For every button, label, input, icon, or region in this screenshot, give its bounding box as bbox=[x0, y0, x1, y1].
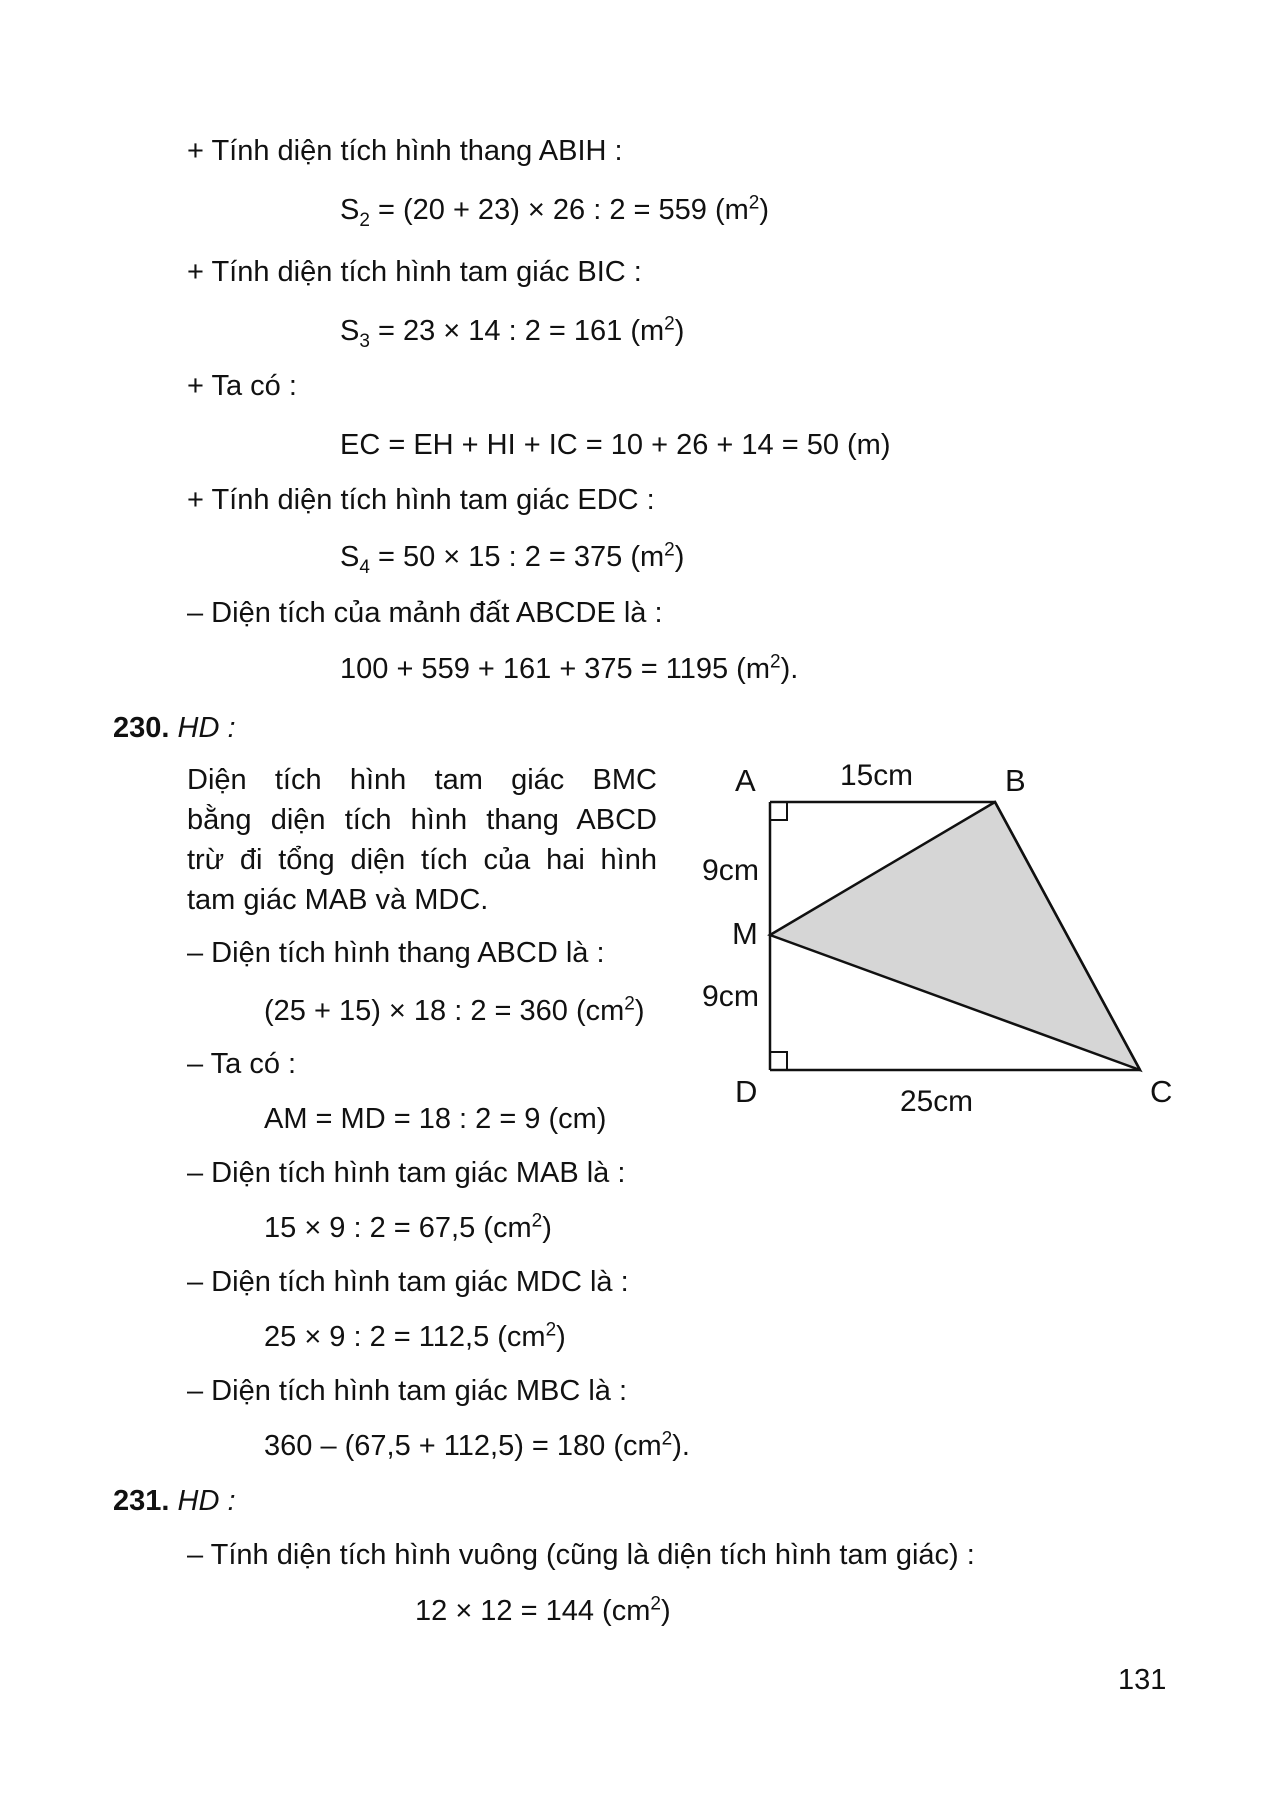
intro-line: bằng diện tích hình thang ABCD bbox=[187, 804, 657, 836]
formula-ec: EC = EH + HI + IC = 10 + 26 + 14 = 50 (m) bbox=[340, 429, 891, 461]
label-m: M bbox=[732, 916, 758, 951]
formula-mbc: 360 – (67,5 + 112,5) = 180 $(cm^2)$. bbox=[264, 1428, 690, 1462]
intro-line: trừ đi tổng diện tích của hai hình bbox=[187, 844, 657, 876]
length-am: 9cm bbox=[702, 854, 759, 887]
step-square-heading: – Tính diện tích hình vuông (cũng là diện tích hình tam giác) : bbox=[187, 1539, 975, 1571]
formula-total: 100 + 559 + 161 + 375 = 1195 $(m^2)$. bbox=[340, 651, 799, 685]
triangle-bmc-shaded bbox=[770, 802, 1140, 1070]
step-mbc-heading: – Diện tích hình tam giác MBC là : bbox=[187, 1375, 628, 1407]
formula-s4: $S_4 = 50 \times 15$ : 2 = 375 $(m^2)$ bbox=[340, 539, 685, 578]
label-a: A bbox=[735, 763, 756, 798]
formula-am-md: AM = MD = 18 : 2 = 9 (cm) bbox=[264, 1103, 607, 1135]
intro-line: Diện tích hình tam giác BMC bbox=[187, 764, 657, 796]
step-abih-heading: + Tính diện tích hình thang ABIH : bbox=[187, 135, 623, 167]
formula-abcd: (25 + 15) × 18 : 2 = 360 $(cm^2)$ bbox=[264, 993, 645, 1027]
right-angle-mark-a bbox=[770, 802, 787, 820]
formula-mab: 15 × 9 : 2 = 67,5 $(cm^2)$ bbox=[264, 1210, 552, 1244]
trapezoid-figure bbox=[690, 750, 1190, 1130]
length-md: 9cm bbox=[702, 980, 759, 1013]
step-edc-heading: + Tính diện tích hình tam giác EDC : bbox=[187, 484, 655, 516]
length-ab: 15cm bbox=[840, 759, 913, 792]
step-mdc-heading: – Diện tích hình tam giác MDC là : bbox=[187, 1266, 629, 1298]
step-mab-heading: – Diện tích hình tam giác MAB là : bbox=[187, 1157, 626, 1189]
label-d: D bbox=[735, 1074, 758, 1109]
intro-line: tam giác MAB và MDC. bbox=[187, 884, 489, 916]
label-c: C bbox=[1150, 1074, 1173, 1109]
formula-s2: $S_2 = (20 + 23) \times 26$ : 2 = 559 $(m^2)$ bbox=[340, 192, 770, 231]
step-taco: + Ta có : bbox=[187, 370, 297, 402]
right-angle-mark-d bbox=[770, 1052, 787, 1070]
formula-s3: $S_3 = 23 \times 14$ : 2 = 161 $(m^2)$ bbox=[340, 313, 685, 352]
step-abcd-heading: – Diện tích hình thang ABCD là : bbox=[187, 937, 605, 969]
page-number: 131 bbox=[1118, 1664, 1167, 1696]
formula-square: 12 × 12 = 144 $(cm^2)$ bbox=[415, 1593, 671, 1627]
step-bic-heading: + Tính diện tích hình tam giác BIC : bbox=[187, 256, 642, 288]
problem-230-header: 230. HD : bbox=[113, 712, 236, 744]
problem-230-intro bbox=[187, 760, 657, 920]
length-dc: 25cm bbox=[900, 1085, 973, 1118]
step-taco-230: – Ta có : bbox=[187, 1048, 297, 1080]
problem-231-header: 231. HD : bbox=[113, 1485, 236, 1517]
step-total-heading: – Diện tích của mảnh đất ABCDE là : bbox=[187, 597, 663, 629]
label-b: B bbox=[1005, 763, 1026, 798]
formula-mdc: 25 × 9 : 2 = 112,5 $(cm^2)$ bbox=[264, 1319, 566, 1353]
